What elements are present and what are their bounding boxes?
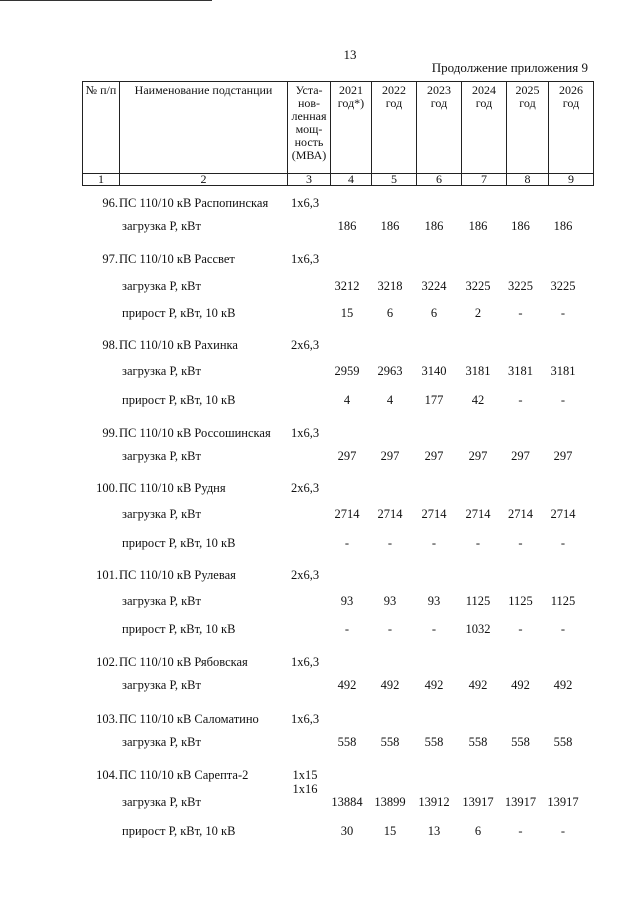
row-number: 100.	[96, 481, 118, 495]
row-value: 13884	[331, 795, 363, 809]
header-year: 2022 год	[372, 82, 417, 174]
col-number: 6	[417, 174, 462, 186]
table-row	[0, 507, 640, 523]
row-name: прирост Р, кВт, 10 кВ	[122, 622, 236, 636]
row-value: 3224	[421, 279, 447, 293]
row-name: загрузка Р, кВт	[122, 219, 201, 233]
table-row	[0, 426, 640, 442]
row-number: 104.	[96, 768, 118, 782]
row-value: 13917	[462, 795, 494, 809]
row-value: 558	[553, 735, 573, 749]
row-value: -	[560, 622, 566, 636]
row-value: 15	[383, 824, 397, 838]
row-number: 98.	[102, 338, 118, 352]
row-value: -	[518, 393, 523, 407]
row-value: 2	[474, 306, 482, 320]
row-value: 558	[468, 735, 488, 749]
row-capacity: 1х6,3	[290, 196, 320, 210]
row-value: 297	[468, 449, 488, 463]
header-name: Наименование подстанции	[120, 82, 288, 174]
row-name: ПС 110/10 кВ Рулевая	[119, 568, 236, 582]
row-capacity: 2х6,3	[290, 338, 320, 352]
row-value: 3212	[334, 279, 360, 293]
row-value: 186	[337, 219, 357, 233]
row-value: 492	[424, 678, 444, 692]
col-number: 2	[120, 174, 288, 186]
row-value: 492	[511, 678, 530, 692]
row-value: -	[560, 306, 566, 320]
row-value: 297	[424, 449, 444, 463]
row-value: -	[431, 622, 437, 636]
row-value: 2714	[465, 507, 491, 521]
page-number: 13	[343, 47, 357, 62]
header-capacity: Уста-нов-ленная мощ-ность (МВА)	[288, 82, 331, 174]
header-year: 2026 год	[549, 82, 594, 174]
table-row	[0, 568, 640, 584]
table-row	[0, 735, 640, 751]
table-row	[0, 393, 640, 409]
table-row	[0, 196, 640, 212]
table-row	[0, 536, 640, 552]
table-row	[0, 594, 640, 610]
row-value: 6	[386, 306, 394, 320]
row-value: -	[560, 824, 566, 838]
row-value: 558	[424, 735, 444, 749]
row-value: 93	[340, 594, 354, 608]
row-value: 6	[430, 306, 438, 320]
table-row	[0, 449, 640, 465]
row-value: -	[518, 622, 523, 636]
row-value: 15	[340, 306, 354, 320]
row-value: -	[518, 306, 523, 320]
row-value: 3181	[465, 364, 491, 378]
table-row	[0, 824, 640, 840]
row-name: загрузка Р, кВт	[122, 279, 201, 293]
table-row	[0, 338, 640, 354]
row-value: 186	[380, 219, 400, 233]
row-value: -	[560, 393, 566, 407]
row-value: 492	[468, 678, 488, 692]
row-value: 4	[343, 393, 351, 407]
row-capacity: 2х6,3	[290, 481, 320, 495]
continuation-label: Продолжение приложения 9	[431, 60, 588, 75]
row-value: -	[387, 622, 393, 636]
row-name: ПС 110/10 кВ Рахинка	[119, 338, 238, 352]
row-value: 2714	[334, 507, 360, 521]
row-name: загрузка Р, кВт	[122, 678, 201, 692]
row-name: ПС 110/10 кВ Рудня	[119, 481, 226, 495]
row-name: загрузка Р, кВт	[122, 594, 201, 608]
row-value: -	[518, 824, 523, 838]
row-name: ПС 110/10 кВ Сарепта-2	[119, 768, 249, 782]
row-value: 558	[511, 735, 530, 749]
header-year: 2024 год	[462, 82, 507, 174]
row-value: 6	[474, 824, 482, 838]
row-name: ПС 110/10 кВ Россошинская	[119, 426, 271, 440]
row-value: 1125	[508, 594, 533, 608]
row-value: 186	[511, 219, 530, 233]
row-name: прирост Р, кВт, 10 кВ	[122, 306, 236, 320]
row-name: ПС 110/10 кВ Саломатино	[119, 712, 259, 726]
table-row	[0, 306, 640, 322]
row-value: -	[431, 536, 437, 550]
row-value: -	[560, 536, 566, 550]
row-value: 13917	[504, 795, 537, 809]
row-number: 97.	[102, 252, 118, 266]
col-number: 8	[507, 174, 549, 186]
row-value: 3181	[550, 364, 576, 378]
row-value: 3140	[421, 364, 447, 378]
row-value: 4	[386, 393, 394, 407]
row-capacity: 1х6,3	[290, 655, 320, 669]
row-capacity: 1х6,3	[290, 712, 320, 726]
header-year: 2021 год*)	[331, 82, 372, 174]
row-value: 186	[553, 219, 573, 233]
col-number: 1	[83, 174, 120, 186]
row-value: 177	[424, 393, 444, 407]
row-value: 13912	[418, 795, 450, 809]
row-value: 558	[380, 735, 400, 749]
row-name: загрузка Р, кВт	[122, 735, 201, 749]
row-value: 2714	[421, 507, 447, 521]
row-name: загрузка Р, кВт	[122, 449, 201, 463]
row-value: 93	[427, 594, 441, 608]
row-value: 2714	[550, 507, 576, 521]
row-value: 492	[337, 678, 357, 692]
row-value: -	[344, 536, 350, 550]
row-value: 3225	[550, 279, 576, 293]
row-number: 103.	[96, 712, 118, 726]
col-number: 3	[288, 174, 331, 186]
row-number: 102.	[96, 655, 118, 669]
row-name: ПС 110/10 кВ Рябовская	[119, 655, 248, 669]
row-value: 2714	[508, 507, 533, 521]
col-number: 4	[331, 174, 372, 186]
row-value: 297	[380, 449, 400, 463]
row-number: 101.	[96, 568, 118, 582]
table-row	[0, 712, 640, 728]
header-no: № п/п	[83, 82, 120, 174]
row-value: 13917	[547, 795, 579, 809]
row-name: прирост Р, кВт, 10 кВ	[122, 536, 236, 550]
table-row	[0, 219, 640, 235]
row-value: 3225	[508, 279, 533, 293]
row-capacity: 2х6,3	[290, 568, 320, 582]
row-name: загрузка Р, кВт	[122, 364, 201, 378]
row-capacity: 1х6,3	[290, 426, 320, 440]
row-value: -	[344, 622, 350, 636]
row-value: 186	[424, 219, 444, 233]
table-row	[0, 252, 640, 268]
table-row	[0, 795, 640, 811]
row-value: 13	[427, 824, 441, 838]
row-value: 297	[511, 449, 530, 463]
row-capacity: 1х6,3	[290, 252, 320, 266]
row-value: 42	[471, 393, 485, 407]
table-row	[0, 279, 640, 295]
row-value: 30	[340, 824, 354, 838]
table-row	[0, 655, 640, 671]
col-number: 7	[462, 174, 507, 186]
row-name: загрузка Р, кВт	[122, 795, 201, 809]
row-value: 297	[553, 449, 573, 463]
header-year: 2023 год	[417, 82, 462, 174]
row-number: 96.	[102, 196, 118, 210]
row-value: 492	[380, 678, 400, 692]
col-number: 9	[549, 174, 594, 186]
row-value: 297	[337, 449, 357, 463]
row-value: 558	[337, 735, 357, 749]
row-name: ПС 110/10 кВ Рассвет	[119, 252, 235, 266]
header-year: 2025 год	[507, 82, 549, 174]
row-value: 1032	[465, 622, 491, 636]
table-row	[0, 481, 640, 497]
row-value: 186	[468, 219, 488, 233]
table-row	[0, 364, 640, 380]
row-name: прирост Р, кВт, 10 кВ	[122, 824, 236, 838]
row-value: 1125	[550, 594, 576, 608]
row-value: -	[475, 536, 481, 550]
row-capacity: 1х16	[292, 782, 318, 796]
row-name: загрузка Р, кВт	[122, 507, 201, 521]
row-name: ПС 110/10 кВ Распопинская	[119, 196, 269, 210]
row-value: 3181	[508, 364, 533, 378]
row-value: 3225	[465, 279, 491, 293]
row-value: 492	[553, 678, 573, 692]
row-value: 2963	[377, 364, 403, 378]
row-value: 93	[383, 594, 397, 608]
row-value: -	[387, 536, 393, 550]
row-capacity: 1х15	[292, 768, 318, 782]
row-number: 99.	[102, 426, 118, 440]
row-value: 13899	[374, 795, 406, 809]
row-value: -	[518, 536, 523, 550]
row-value: 2959	[334, 364, 360, 378]
col-number: 5	[372, 174, 417, 186]
table-row	[0, 622, 640, 638]
row-value: 3218	[377, 279, 403, 293]
row-value: 1125	[465, 594, 491, 608]
row-name: прирост Р, кВт, 10 кВ	[122, 393, 236, 407]
table-row	[0, 678, 640, 694]
row-value: 2714	[377, 507, 403, 521]
